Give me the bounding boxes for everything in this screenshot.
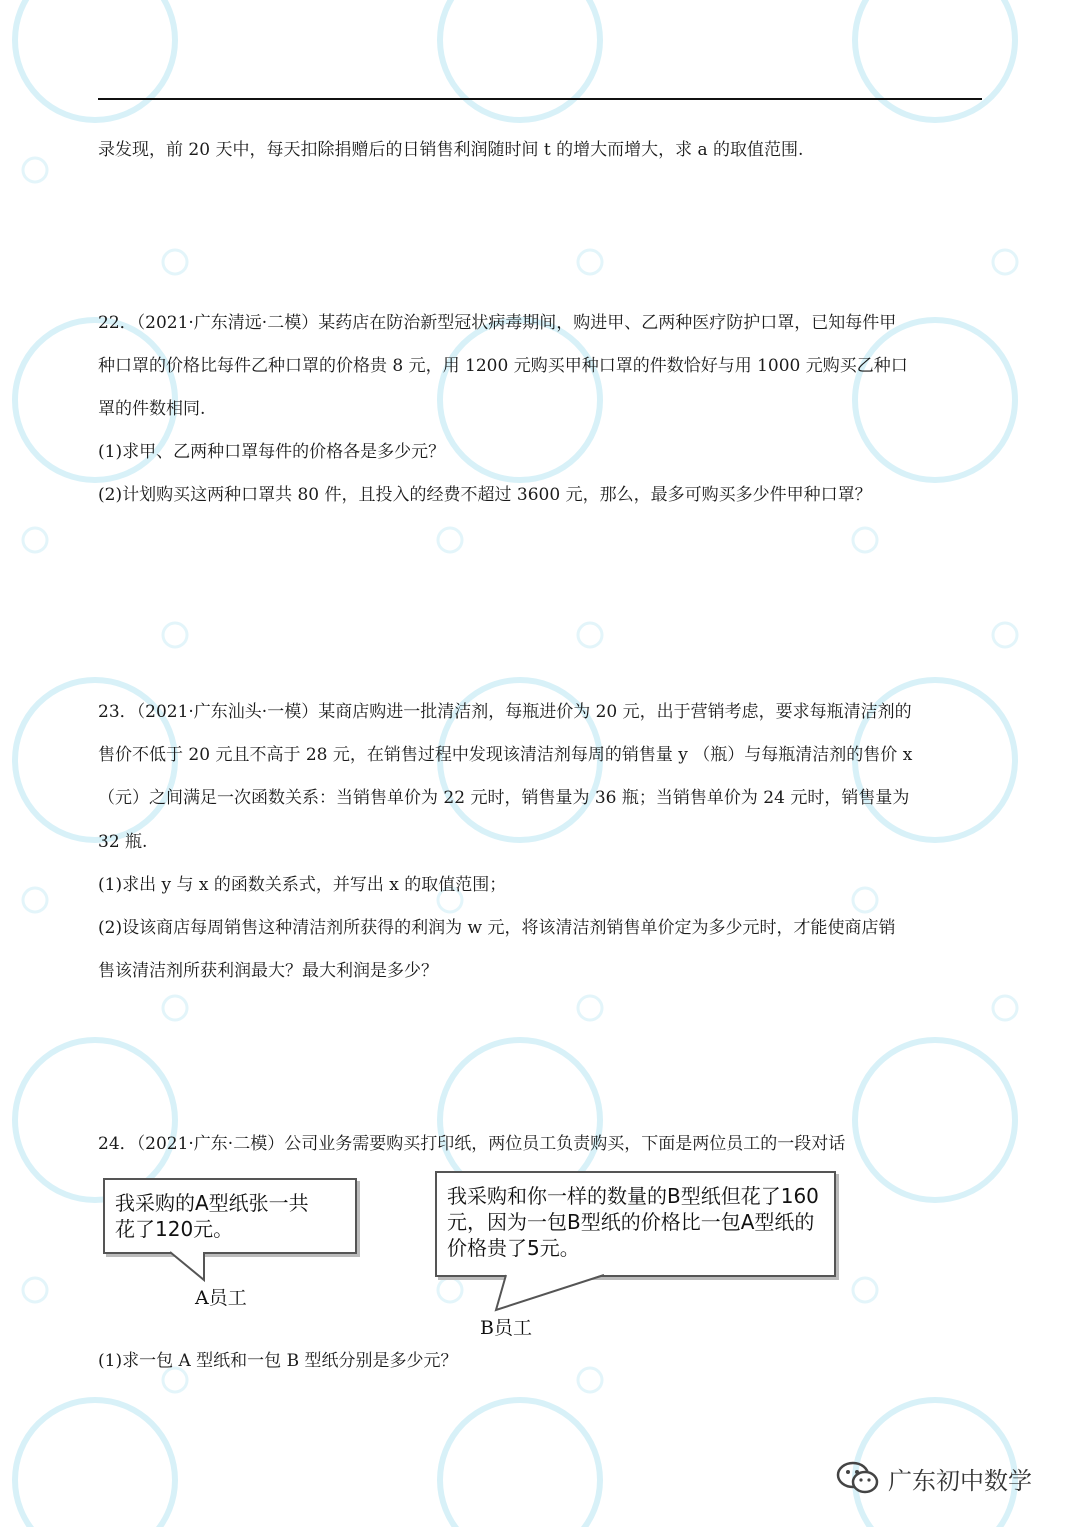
speech-bubble-a (103, 1178, 357, 1254)
bubble-a-line-2: 花了120元。 (115, 1217, 234, 1241)
q24-part-1: (1)求一包 A 型纸和一包 B 型纸分别是多少元？ (98, 1351, 458, 1371)
bubble-a-line-1: 我采购的A型纸张一共 (115, 1191, 309, 1215)
q23-part-2-line-2: 售该清洁剂所获利润最大？最大利润是多少？ (98, 961, 438, 981)
bubble-b-line-1: 我采购和你一样的数量的B型纸但花了160 (447, 1184, 819, 1208)
footer-brand-name: 广东初中数学 (888, 1466, 1032, 1495)
bubble-b-line-3: 价格贵了5元。 (447, 1236, 580, 1260)
q22-stem-line-3: 罩的件数相同. (98, 399, 206, 419)
bubble-a-tail (170, 1252, 220, 1282)
q24-stem: 24．（2021·广东·二模）公司业务需要购买打印纸，两位员工负责购买，下面是两位员工的一段对话 (98, 1134, 846, 1154)
speech-bubble-b (435, 1171, 836, 1277)
q22-stem-line-1: 22．（2021·广东清远·二模）某药店在防治新型冠状病毒期间，购进甲、乙两种医疗防护口罩，已知每件甲 (98, 313, 897, 333)
q23-stem-line-3: （元）之间满足一次函数关系：当销售单价为 22 元时，销售量为 36 瓶；当销售单价为 24 元时，销售量为 (98, 788, 910, 808)
speaker-b-label: B员工 (480, 1317, 532, 1339)
footer-brand (836, 1458, 1032, 1498)
q23-part-2-line-1: (2)设该商店每周销售这种清洁剂所获得的利润为 w 元，将该清洁剂销售单价定为多少元时，才能使商店销 (98, 918, 896, 938)
q23-stem-line-1: 23．（2021·广东汕头·一模）某商店购进一批清洁剂，每瓶进价为 20 元，出于营销考虑，要求每瓶清洁剂的 (98, 702, 912, 722)
q23-stem-line-4: 32 瓶. (98, 832, 148, 852)
bubble-b-line-2: 元，因为一包B型纸的价格比一包A型纸的 (447, 1210, 815, 1234)
q21-continuation: 录发现，前 20 天中，每天扣除捐赠后的日销售利润随时间 t 的增大而增大，求 a 的取值范围. (98, 140, 804, 160)
wechat-icon (836, 1461, 880, 1495)
q22-part-1: (1)求甲、乙两种口罩每件的价格各是多少元？ (98, 442, 446, 462)
header-rule (98, 98, 982, 100)
q22-part-2: (2)计划购买这两种口罩共 80 件，且投入的经费不超过 3600 元，那么，最多可购买多少件甲种口罩？ (98, 485, 872, 505)
q23-stem-line-2: 售价不低于 20 元且不高于 28 元，在销售过程中发现该清洁剂每周的销售量 y （瓶）与每瓶清洁剂的售价 x (98, 745, 913, 765)
bubble-b-tail (494, 1275, 614, 1315)
q23-part-1: (1)求出 y 与 x 的函数关系式，并写出 x 的取值范围； (98, 875, 507, 895)
q22-stem-line-2: 种口罩的价格比每件乙种口罩的价格贵 8 元，用 1200 元购买甲种口罩的件数恰好与用 1000 元购买乙种口 (98, 356, 908, 376)
speaker-a-label: A员工 (195, 1287, 247, 1309)
